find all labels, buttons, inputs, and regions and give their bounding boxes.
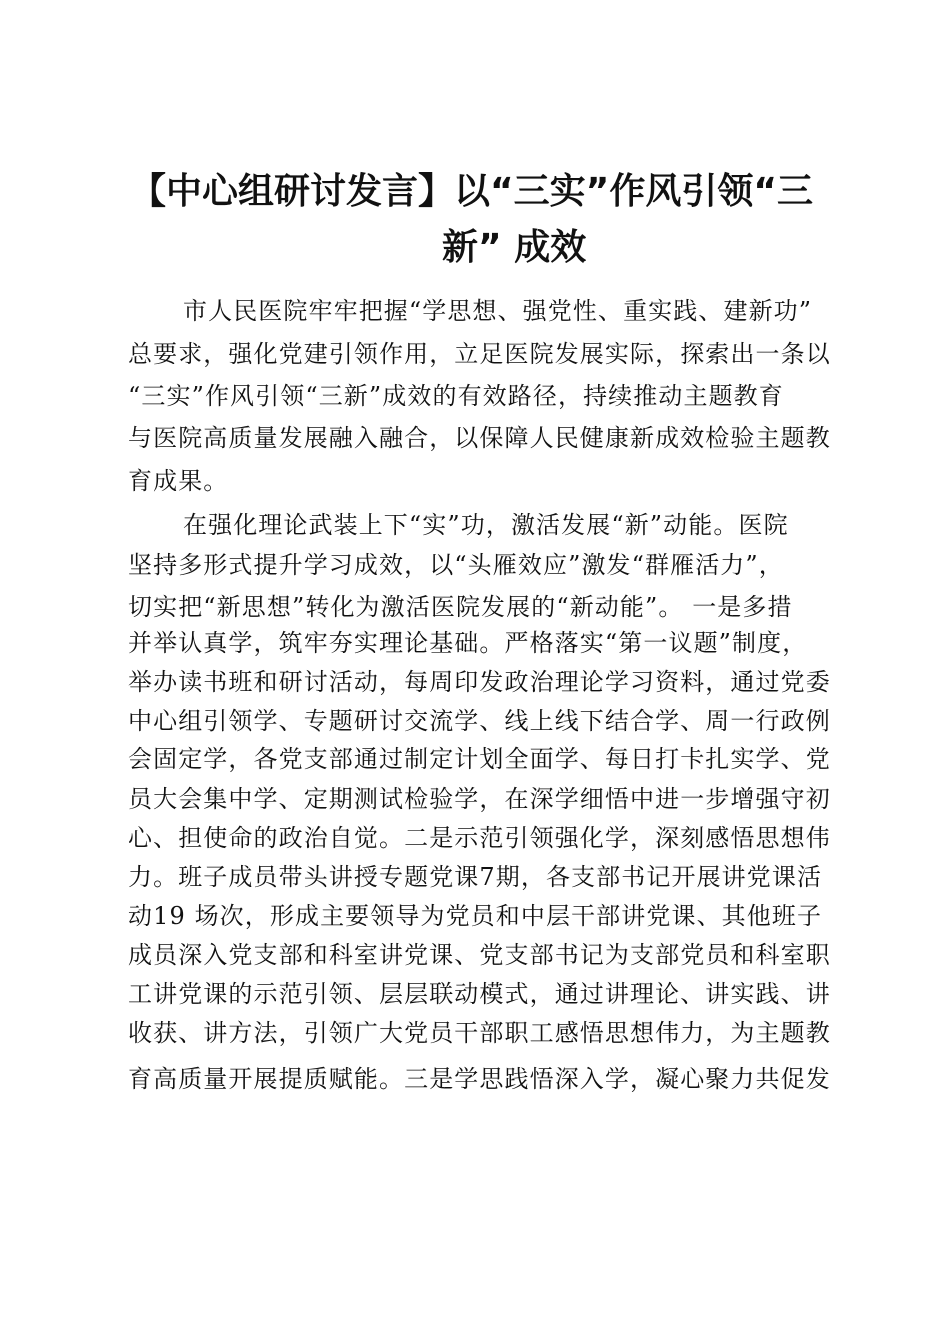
paragraph-2-line-14: 收获、讲方法，引领广大党员干部职工感悟思想伟力，为主题教	[128, 1019, 831, 1047]
paragraph-2-line-4: 并举认真学，筑牢夯实理论基础。严格落实“第一议题”制度，	[128, 629, 808, 657]
paragraph-2-line-2: 坚持多形式提升学习成效，以“头雁效应”激发“群雁活力”，	[128, 551, 784, 579]
paragraph-1-line-5: 育成果。	[128, 467, 229, 495]
document-title-line-2: 新” 成效	[442, 227, 587, 268]
paragraph-1-line-4: 与医院高质量发展融入融合，以保障人民健康新成效检验主题教	[128, 424, 831, 452]
paragraph-2-line-1: 在强化理论武装上下“实”功，激活发展“新”动能。医院	[183, 511, 789, 539]
paragraph-2-line-11: 动19 场次，形成主要领导为党员和中层干部讲党课、其他班子	[128, 902, 823, 930]
document-title-line-1: 【中心组研讨发言】以“三实”作风引领“三	[130, 171, 813, 212]
paragraph-2-line-7: 会固定学，各党支部通过制定计划全面学、每日打卡扎实学、党	[128, 745, 831, 773]
paragraph-2-line-5: 举办读书班和研讨活动，每周印发政治理论学习资料，通过党委	[128, 668, 831, 696]
paragraph-2-line-15: 育高质量开展提质赋能。三是学思践悟深入学，凝心聚力共促发	[128, 1065, 831, 1093]
paragraph-2-line-10: 力。班子成员带头讲授专题党课7期，各支部书记开展讲党课活	[128, 863, 823, 891]
paragraph-2-line-8: 员大会集中学、定期测试检验学，在深学细悟中进一步增强守初	[128, 785, 831, 813]
paragraph-2-line-9: 心、担使命的政治自觉。二是示范引领强化学，深刻感悟思想伟	[128, 824, 831, 852]
paragraph-1-line-1: 市人民医院牢牢把握“学思想、强党性、重实践、建新功”	[183, 297, 813, 325]
paragraph-2-line-12: 成员深入党支部和科室讲党课、党支部书记为支部党员和科室职	[128, 941, 831, 969]
paragraph-2-line-3: 切实把“新思想”转化为激活医院发展的“新动能”。 一是多措	[128, 593, 793, 621]
paragraph-1-line-3: “三实”作风引领“三新”成效的有效路径，持续推动主题教育	[128, 382, 784, 410]
paragraph-2-line-13: 工讲党课的示范引领、层层联动模式，通过讲理论、讲实践、讲	[128, 980, 831, 1008]
paragraph-1-line-2: 总要求，强化党建引领作用，立足医院发展实际，探索出一条以	[128, 340, 831, 368]
paragraph-2-line-6: 中心组引领学、专题研讨交流学、线上线下结合学、周一行政例	[128, 707, 831, 735]
